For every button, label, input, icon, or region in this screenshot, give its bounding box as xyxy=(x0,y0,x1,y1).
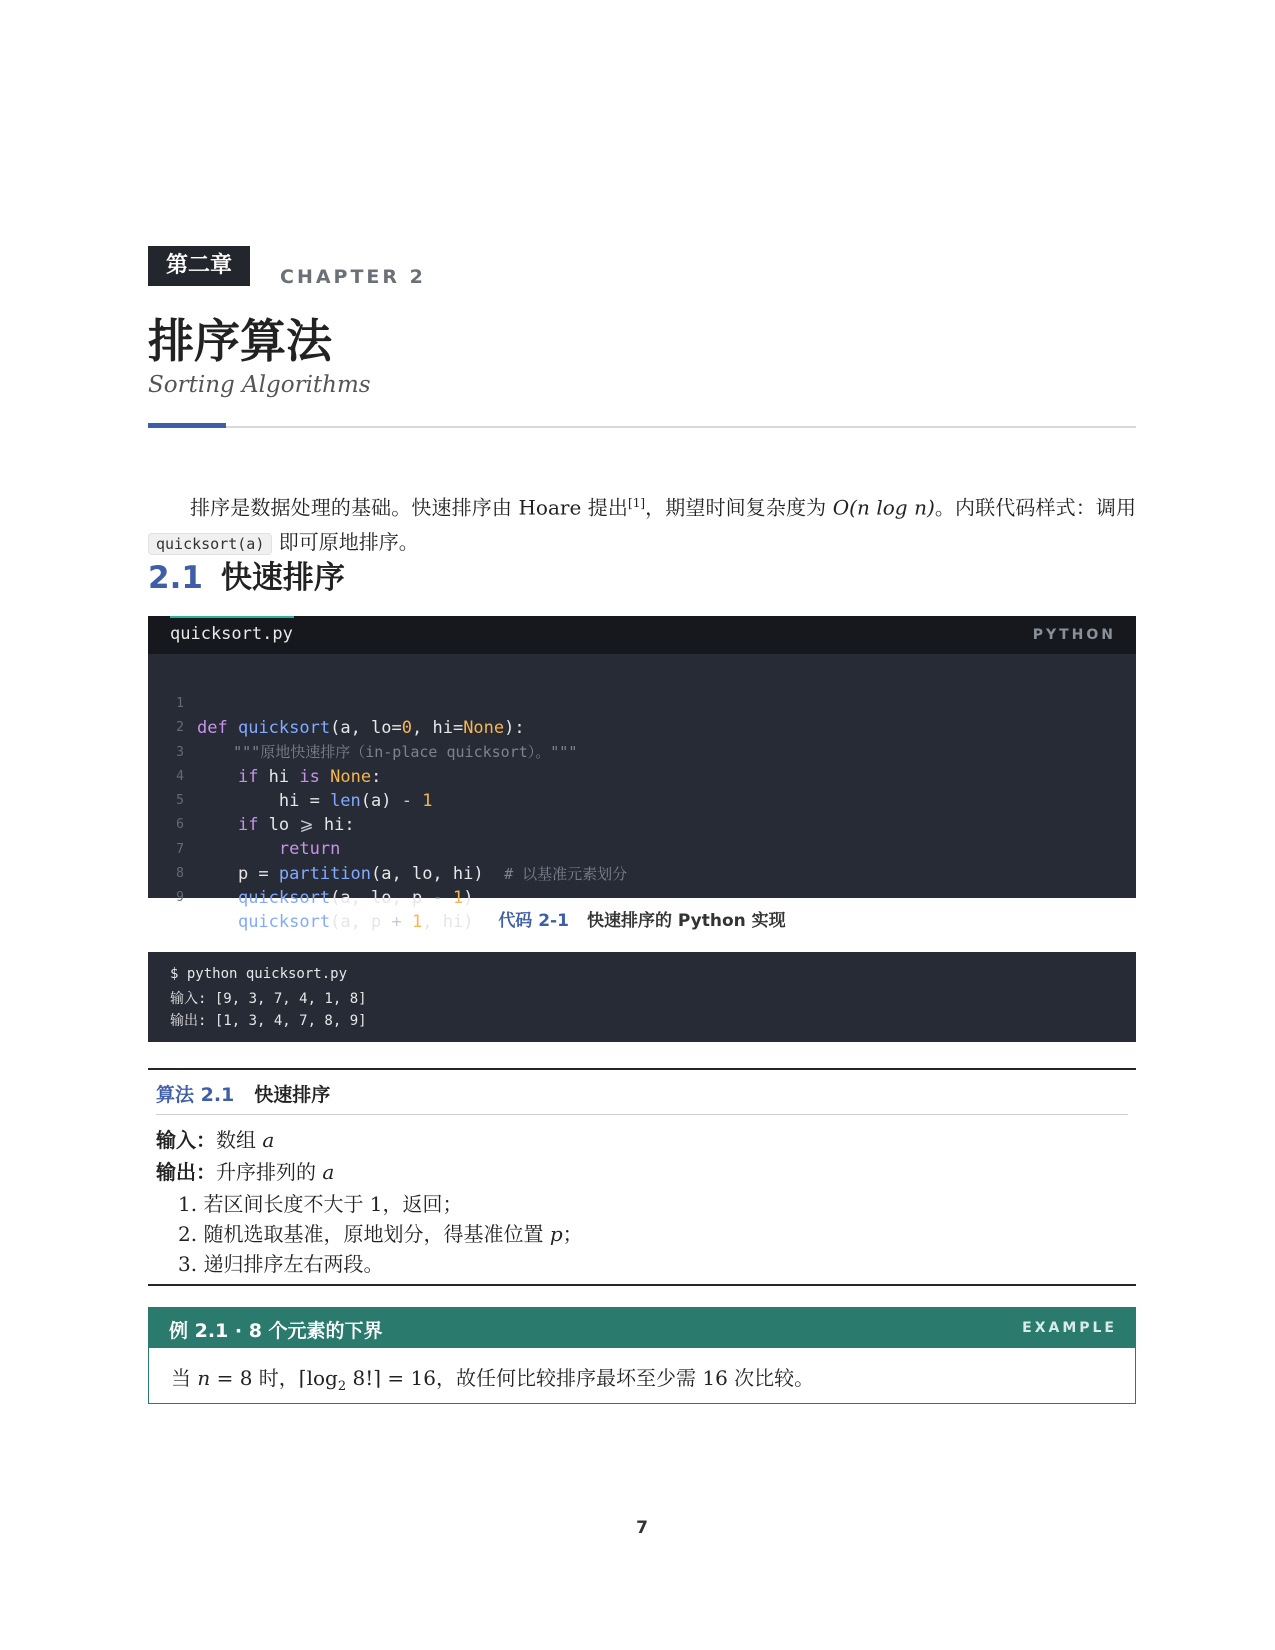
para-text: 排序是数据处理的基础。快速排序由 Hoare 提出 xyxy=(190,495,629,520)
chapter-header xyxy=(148,246,1136,286)
page-number: 7 xyxy=(636,1518,648,1538)
algorithm-title: 快速排序 xyxy=(254,1084,331,1106)
algorithm-divider xyxy=(156,1114,1128,1115)
section-title: 快速排序 xyxy=(220,560,345,596)
example-header xyxy=(149,1308,1135,1348)
example-tag: EXAMPLE xyxy=(1022,1320,1117,1336)
code-line: 9 quicksort(a, p + 1, hi) xyxy=(148,862,1136,886)
citation-link[interactable]: [1] xyxy=(628,496,646,510)
terminal-command: $ python quicksort.py xyxy=(170,966,348,982)
code-caption xyxy=(148,906,1136,931)
algorithm-step: 1. 若区间长度不大于 1，返回； xyxy=(178,1192,463,1216)
para-text: 。内联代码样式：调用 xyxy=(934,495,1137,520)
code-line: 3 if hi is None: xyxy=(148,717,1136,741)
line-number: 9 xyxy=(176,890,184,906)
line-number: 6 xyxy=(176,817,184,833)
title-divider xyxy=(148,426,1136,428)
caption-number: 代码 2-1 xyxy=(498,911,569,931)
example-title: 例 2.1 · 8 个元素的下界 xyxy=(169,1320,383,1342)
code-line: 6 return xyxy=(148,789,1136,813)
line-number: 4 xyxy=(176,768,184,784)
complexity-formula: O(n log n) xyxy=(832,495,935,520)
line-number: 7 xyxy=(176,841,184,857)
section-heading xyxy=(148,556,345,600)
code-header xyxy=(148,616,1136,654)
algorithm-output: 输出：升序排列的 a xyxy=(156,1160,335,1184)
algorithm-heading xyxy=(156,1080,330,1107)
code-line: 1 def quicksort(a, lo=0, hi=None): xyxy=(148,668,1136,692)
code-comment: # 以基准元素划分 xyxy=(504,864,628,883)
code-line: 8 quicksort(a, lo, p - 1) xyxy=(148,838,1136,862)
line-number: 5 xyxy=(176,793,184,809)
example-box xyxy=(148,1307,1136,1404)
para-text: 即可原地排序。 xyxy=(272,529,419,554)
terminal-line: 输入: [9, 3, 7, 4, 1, 8] xyxy=(170,991,367,1007)
section-number: 2.1 xyxy=(148,560,203,596)
para-text: ，期望时间复杂度为 xyxy=(645,495,833,520)
code-filename: quicksort.py xyxy=(170,624,293,644)
line-number: 2 xyxy=(176,720,184,736)
code-language: PYTHON xyxy=(1032,627,1116,643)
code-line: 5 if lo ⩾ hi: xyxy=(148,765,1136,789)
example-body: 当 n = 8 时，$⌈\log_2$ 8!⌉ = 16，故任何比较排序最坏至少需 16 次比较。 xyxy=(171,1366,815,1394)
line-number: 3 xyxy=(176,744,184,760)
algorithm-number: 算法 2.1 xyxy=(156,1084,235,1106)
code-line: 4 hi = len(a) - 1 xyxy=(148,741,1136,765)
chapter-title: 排序算法 xyxy=(148,314,332,368)
chapter-label: CHAPTER 2 xyxy=(280,266,426,288)
caption-text: 快速排序的 Python 实现 xyxy=(586,911,786,931)
code-line: 7 p = partition(a, lo, hi) # 以基准元素划分 xyxy=(148,814,1136,838)
chapter-badge: 第二章 xyxy=(148,246,250,286)
algorithm-box xyxy=(148,1068,1136,1286)
docstring: """原地快速排序（in-place quicksort）。""" xyxy=(197,743,578,762)
terminal-line: 输出: [1, 3, 4, 7, 8, 9] xyxy=(170,1013,367,1029)
title-divider-accent xyxy=(148,423,226,428)
file-tab-indicator xyxy=(170,616,294,618)
inline-code: quicksort(a) xyxy=(148,533,272,555)
algorithm-step: 2. 随机选取基准，原地划分，得基准位置 p； xyxy=(178,1222,583,1246)
algorithm-step: 3. 递归排序左右两段。 xyxy=(178,1252,384,1276)
line-number: 1 xyxy=(176,696,184,711)
algorithm-input: 输入：数组 a xyxy=(156,1128,275,1152)
intro-paragraph xyxy=(148,486,1136,561)
terminal-output xyxy=(148,952,1136,1042)
line-number: 8 xyxy=(176,866,184,882)
chapter-subtitle: Sorting Algorithms xyxy=(148,372,371,398)
